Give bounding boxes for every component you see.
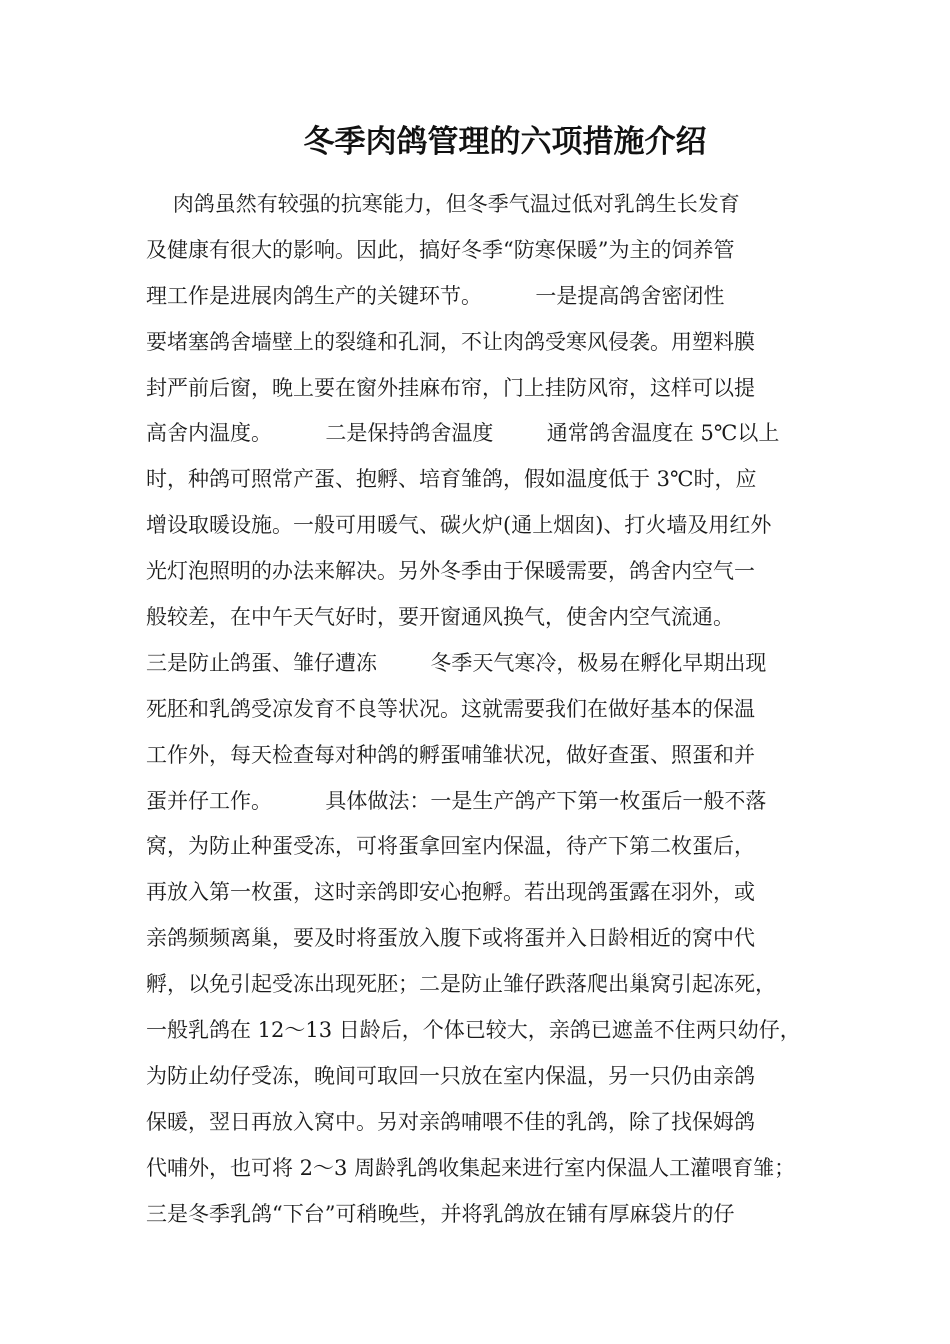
text-line: 保暖，翌日再放入窝中。另对亲鸽哺喂不佳的乳鸽，除了找保姆鸽	[146, 1109, 755, 1134]
text-line: 再放入第一枚蛋，这时亲鸽即安心抱孵。若出现鸽蛋露在羽外，或	[146, 880, 755, 905]
text-line: 肉鸽虽然有较强的抗寒能力，但冬季气温过低对乳鸽生长发育	[146, 192, 740, 216]
text-line: 时，种鸽可照常产蛋、抱孵、培育雏鸽，假如温度低于 3℃时，应	[146, 467, 757, 492]
text-line: 代哺外，也可将 2～3 周龄乳鸽收集起来进行室内保温人工灌喂育雏；	[146, 1155, 796, 1180]
text-line: 窝，为防止种蛋受冻，可将蛋拿回室内保温，待产下第二枚蛋后，	[146, 834, 755, 859]
document-title: 冬季肉鸽管理的六项措施介绍	[303, 124, 707, 160]
text-line: 为防止幼仔受冻，晚间可取回一只放在室内保温，另一只仍由亲鸽	[146, 1063, 755, 1088]
text-line: 蛋并仔工作。 具体做法：一是生产鸽产下第一枚蛋后一般不落	[146, 788, 767, 813]
text-line: 三是冬季乳鸽“下台”可稍晚些，并将乳鸽放在铺有厚麻袋片的仔	[146, 1201, 735, 1226]
text-line: 光灯泡照明的办法来解决。另外冬季由于保暖需要，鸽舍内空气一	[146, 559, 755, 584]
text-line: 要堵塞鸽舍墙壁上的裂缝和孔洞，不让肉鸽受寒风侵袭。用塑料膜	[146, 329, 755, 354]
text-line: 般较差，在中午天气好时，要开窗通风换气，使舍内空气流通。	[146, 605, 734, 630]
text-line: 工作外，每天检查每对种鸽的孵蛋哺雏状况，做好查蛋、照蛋和并	[146, 742, 755, 767]
text-line: 亲鸽频频离巢，要及时将蛋放入腹下或将蛋并入日龄相近的窝中代	[146, 926, 755, 951]
text-line: 增设取暖设施。一般可用暖气、碳火炉(通上烟囱)、打火墙及用红外	[146, 513, 772, 538]
text-line: 理工作是进展肉鸽生产的关键环节。 一是提高鸽舍密闭性	[146, 283, 725, 308]
text-line: 死胚和乳鸽受凉发育不良等状况。这就需要我们在做好基本的保温	[146, 696, 755, 721]
document-body	[146, 182, 826, 1237]
text-line: 孵，以免引起受冻出现死胚；二是防止雏仔跌落爬出巢窝引起冻死，	[146, 972, 776, 997]
text-line: 高舍内温度。 二是保持鸽舍温度 通常鸽舍温度在 5℃以上	[146, 421, 780, 446]
text-line: 封严前后窗，晚上要在窗外挂麻布帘，门上挂防风帘，这样可以提	[146, 375, 755, 400]
text-line: 一般乳鸽在 12～13 日龄后，个体已较大，亲鸽已遮盖不住两只幼仔，	[146, 1018, 801, 1043]
text-line: 三是防止鸽蛋、雏仔遭冻 冬季天气寒冷，极易在孵化早期出现	[146, 650, 767, 675]
text-line: 及健康有很大的影响。因此，搞好冬季“防寒保暖”为主的饲养管	[146, 237, 735, 262]
